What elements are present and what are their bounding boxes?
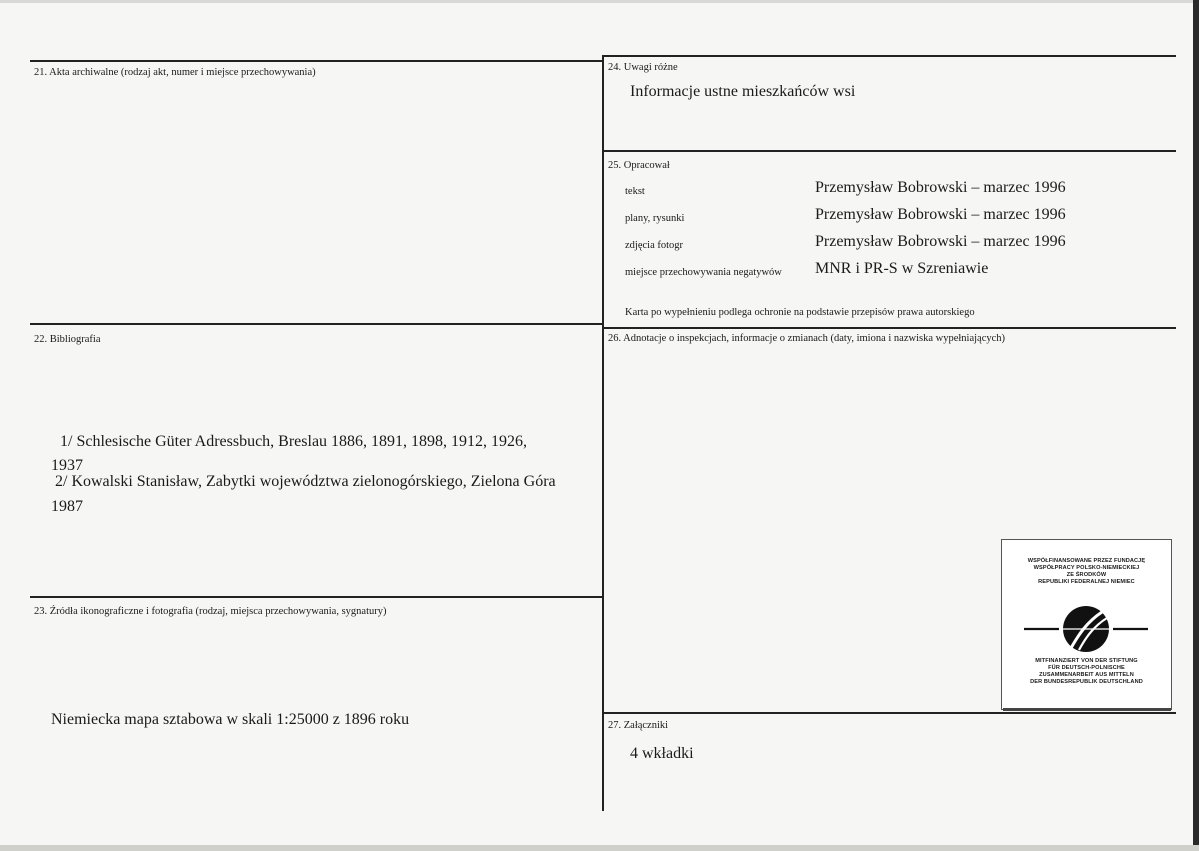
author-row-value: MNR i PR-S w Szreniawie <box>815 260 989 277</box>
attachments-value: 4 wkładki <box>630 745 694 762</box>
stamp-line: WSPÓŁPRACY POLSKO-NIEMIECKIEJ <box>1033 565 1140 571</box>
iconographic-sources-value: Niemiecka mapa sztabowa w skali 1:25000 z 1896 roku <box>51 711 410 728</box>
stamp-line: ZE ŚRODKÓW <box>1066 572 1107 578</box>
scan-bottom-edge <box>0 845 1199 851</box>
stamp-shadow <box>1003 708 1171 711</box>
bibliography-line-3: 2/ Kowalski Stanisław, Zabytki województwa zielonogórskiego, Zielona Góra <box>55 473 556 490</box>
stamp-polish-text <box>1006 558 1167 586</box>
funding-stamp <box>1001 539 1172 710</box>
section-27-label: 27. Załączniki <box>608 720 669 731</box>
section-24-label: 24. Uwagi różne <box>608 62 678 73</box>
top-rule-left <box>30 60 602 62</box>
bibliography-line-4: 1987 <box>51 498 83 515</box>
section-26-label: 26. Adnotacje o inspekcjach, informacje o zmianach (daty, imiona i nazwiska wypełniających) <box>608 333 1006 344</box>
stamp-line: REPUBLIKI FEDERALNEJ NIEMIEC <box>1038 579 1135 585</box>
center-divider <box>602 55 604 811</box>
section-25-label: 25. Opracował <box>608 160 670 171</box>
scan-top-edge <box>0 0 1199 3</box>
author-row-key: tekst <box>625 186 645 197</box>
top-rule-right <box>602 55 1176 57</box>
section-21-label: 21. Akta archiwalne (rodzaj akt, numer i miejsce przechowywania) <box>34 67 316 78</box>
rule-21-22 <box>30 323 602 325</box>
remarks-value: Informacje ustne mieszkańców wsi <box>630 83 856 100</box>
author-row-key: plany, rysunki <box>625 213 685 224</box>
stamp-line: DER BUNDESREPUBLIK DEUTSCHLAND <box>1030 679 1143 685</box>
copyright-note: Karta po wypełnieniu podlega ochronie na podstawie przepisów prawa autorskiego <box>625 307 975 318</box>
author-row-value: Przemysław Bobrowski – marzec 1996 <box>815 233 1066 250</box>
rule-25-26 <box>602 327 1176 329</box>
scan-right-edge <box>1193 0 1199 851</box>
stamp-line: ZUSAMMENARBEIT AUS MITTELN <box>1039 672 1134 678</box>
author-row-value: Przemysław Bobrowski – marzec 1996 <box>815 206 1066 223</box>
bibliography-line-2: 1937 <box>51 457 83 474</box>
stamp-german-text <box>1006 658 1167 686</box>
rule-22-23 <box>30 596 602 598</box>
rule-26-27 <box>602 712 1176 714</box>
author-row-key: zdjęcia fotogr <box>625 240 684 251</box>
bibliography-line-1: 1/ Schlesische Güter Adressbuch, Breslau 1886, 1891, 1898, 1912, 1926, <box>60 433 528 450</box>
stamp-line: FÜR DEUTSCH-POLNISCHE <box>1048 665 1125 671</box>
author-row-key: miejsce przechowywania negatywów <box>625 267 782 278</box>
author-row-value: Przemysław Bobrowski – marzec 1996 <box>815 179 1066 196</box>
foundation-logo-icon <box>1024 604 1148 654</box>
stamp-line: WSPÓŁFINANSOWANE PRZEZ FUNDACJĘ <box>1027 558 1146 564</box>
stamp-line: MITFINANZIERT VON DER STIFTUNG <box>1035 658 1138 664</box>
section-22-label: 22. Bibliografia <box>34 334 101 345</box>
section-23-label: 23. Źródła ikonograficzne i fotografia (rodzaj, miejsca przechowywania, sygnatury) <box>34 606 387 617</box>
rule-24-25 <box>602 150 1176 152</box>
